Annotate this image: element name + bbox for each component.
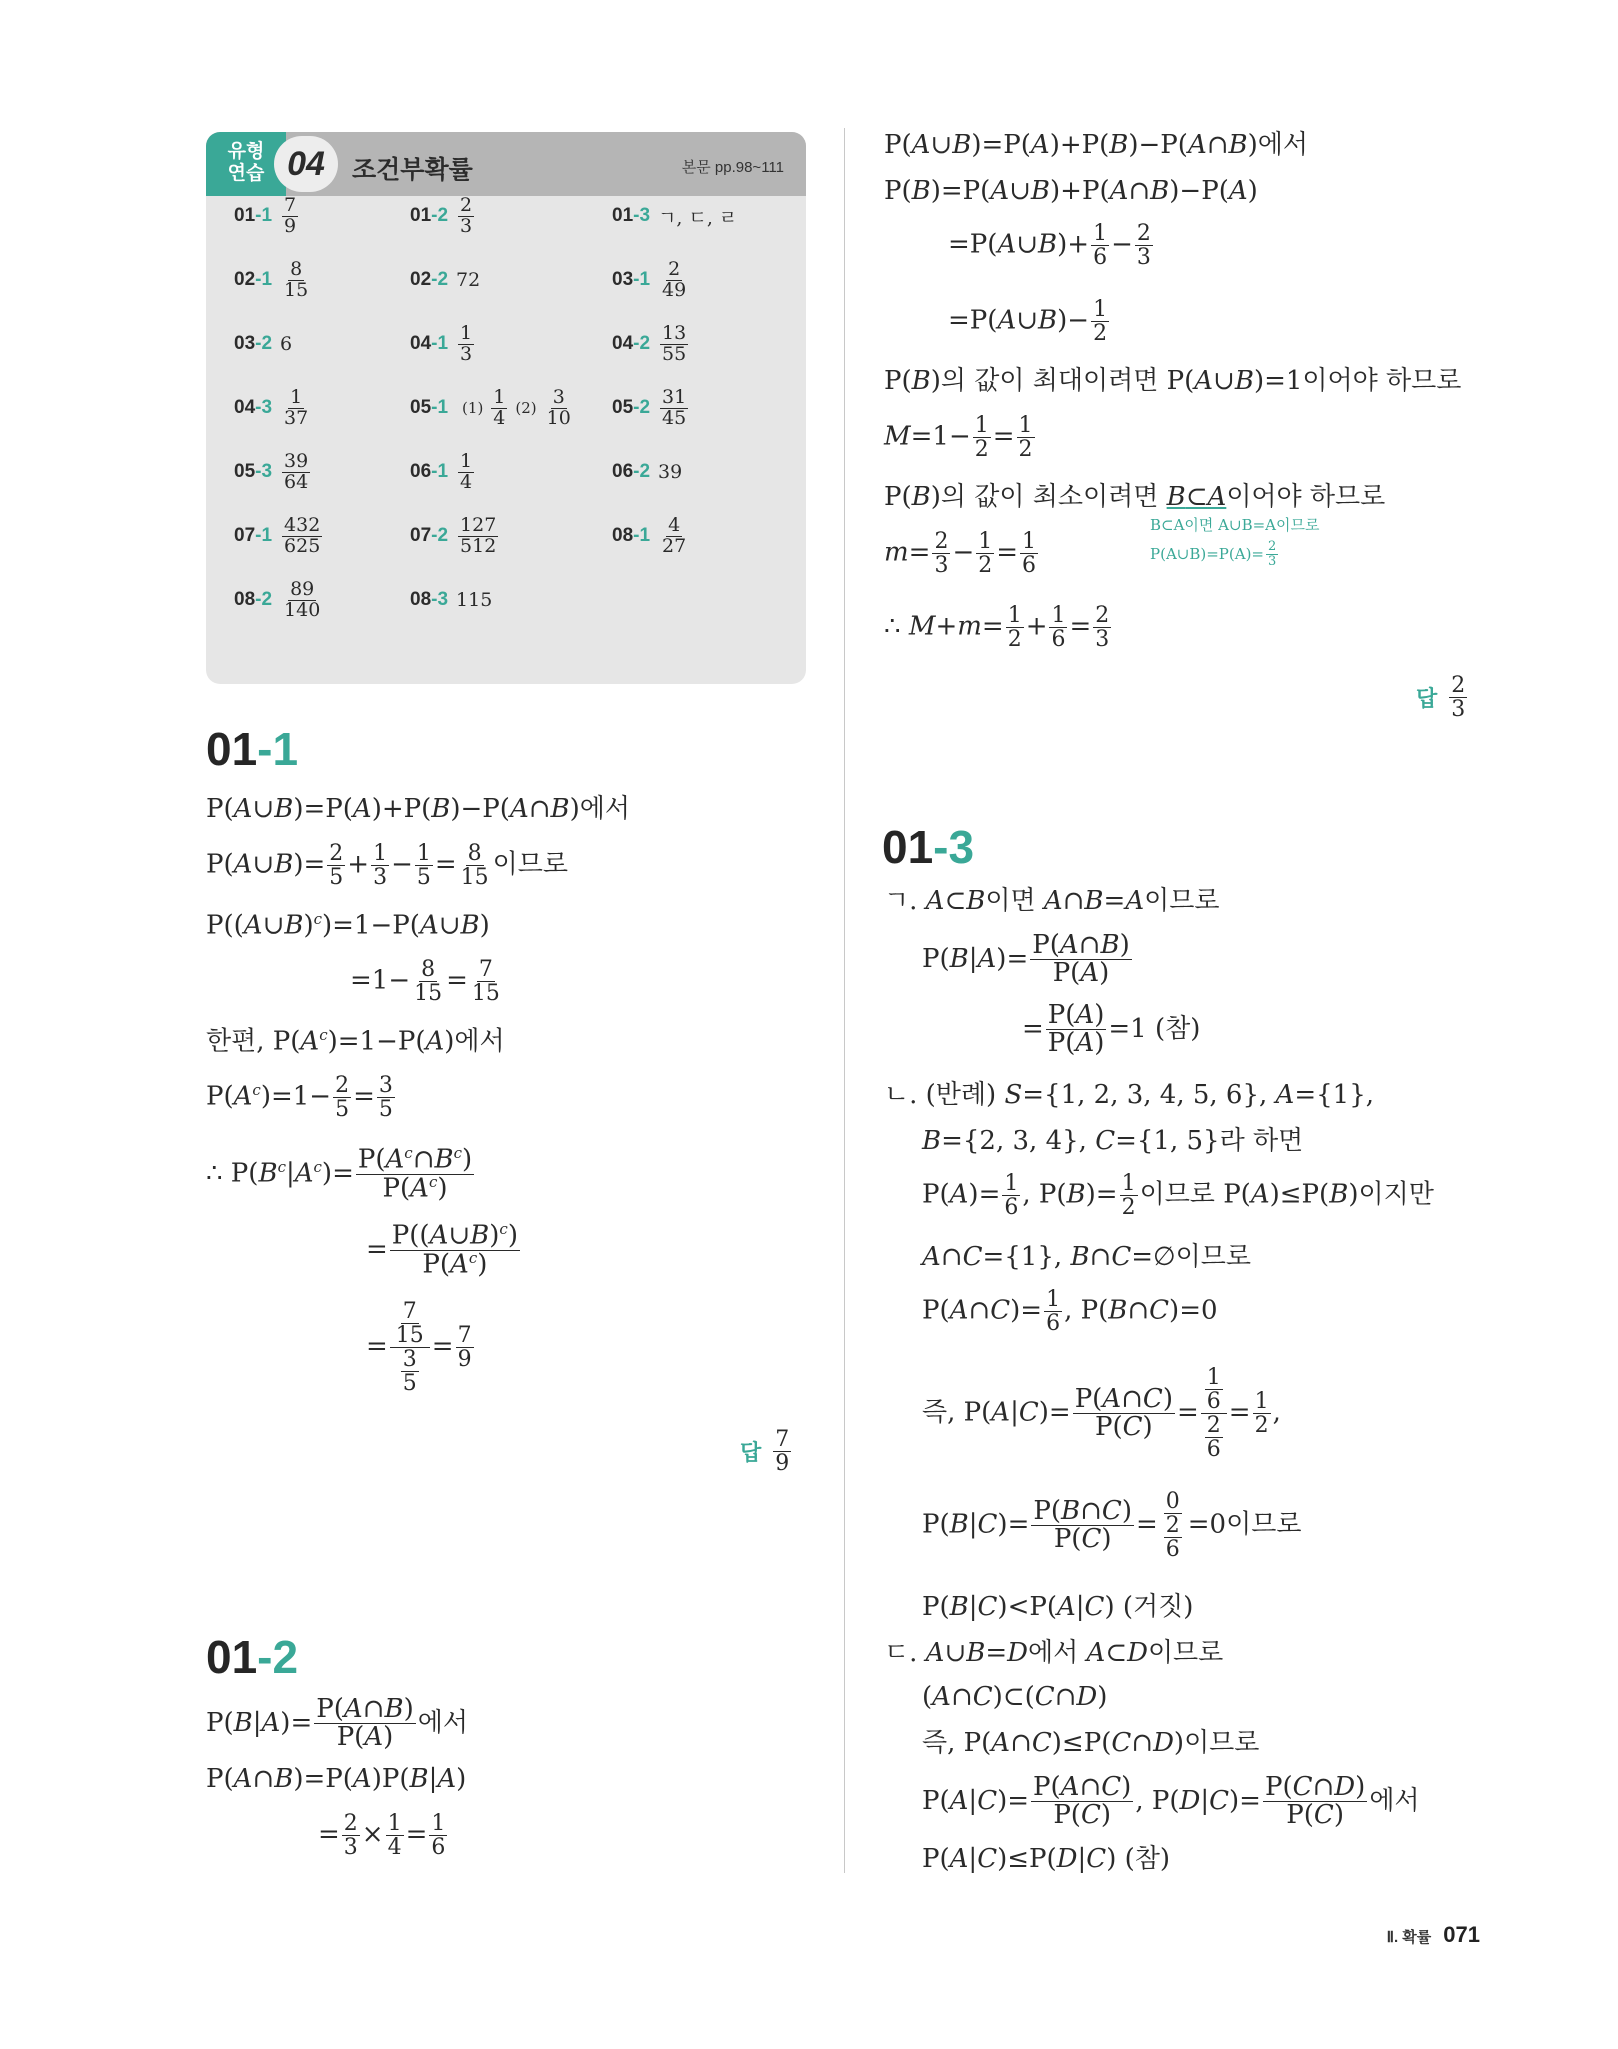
answer-value: 115 [456,589,493,611]
answer-value: 6 [280,333,293,355]
solution-line: P(A∩B)=P(A)P(B|A) [206,1764,467,1794]
fraction-value: $\frac{2}{3}$ [460,193,473,237]
solution-line: P(B|C)<P(A|C) (거짓) [922,1592,1194,1622]
answer-label: 02-2 [410,269,449,290]
fraction-value: $\frac{13}{55}$ [662,321,687,365]
solution-line: ㄷ. A∪B=D에서 A⊂D이므로 [884,1638,1224,1668]
fraction-value: $\frac{2}{49}$ [662,257,687,301]
solution-line: P(A∪B)=P(A)+P(B)−P(A∩B)에서 [884,130,1309,160]
solution-line: B={2, 3, 4}, C={1, 5}라 하면 [922,1126,1304,1156]
answer-label: 08-2 [234,589,273,610]
fraction-value: $\frac{1}{4}$ [493,385,506,429]
answer-item-01-2 [410,188,476,244]
answer-item-04-1 [410,316,476,372]
solution-line: P(B)의 값이 최대이려면 P(A∪B)=1이어야 하므로 [884,366,1462,396]
fraction-value: $\frac{89}{140}$ [284,577,321,621]
solution-line: 즉, P(A|C)= $\frac{P(A\cap C)}{P(C)}$ = $\frac{\frac{1}{6}}{\frac{2}{6}}$ = $\frac{1}{2}$ , [922,1365,1281,1463]
solution-line: P(B|C)= $\frac{P(B\cap C)}{P(C)}$ = $\frac{0}{\frac{2}{6}}$ =0이므로 [922,1489,1302,1563]
fraction-value: $\frac{4}{27}$ [662,513,687,557]
chapter-number: 04 [274,136,338,192]
answer-01-2: 답 $\frac{2}{3}$ [1416,673,1466,723]
page-reference: 본문 pp.98~111 [681,159,784,176]
answer-label: 04-1 [410,333,449,354]
solution-line: P(B)의 값이 최소이려면 B⊂A이어야 하므로 [884,482,1386,512]
answer-label: 02-1 [234,269,273,290]
answer-label: 03-2 [234,333,273,354]
solution-line: P((A∪B)$^c$)=1−P(A∪B) [206,910,490,941]
answer-label: 07-1 [234,525,273,546]
solution-line: P(A∪B)= $\frac{2}{5}$ + $\frac{1}{3}$ − $\frac{1}{5}$ = $\frac{8}{15}$ 이므로 [206,841,569,891]
solution-line: (A∩C)⊂(C∩D) [922,1682,1108,1712]
answer-item-02-1 [234,252,312,308]
solution-line: P(B)=P(A∪B)+P(A∩B)−P(A) [884,176,1258,206]
fraction-value: $\frac{31}{45}$ [662,385,687,429]
answer-item-01-1 [234,188,300,244]
solution-line: $P(A^c)=1-$ $\frac{2}{5}$ = $\frac{3}{5}$ [206,1073,393,1123]
answer-label: 06-1 [410,461,449,482]
answer-label: 05-2 [612,397,651,418]
answer-label: 06-2 [612,461,651,482]
answer-item-03-2 [234,316,292,372]
solution-line: =P(A∪B)+ $\frac{1}{6}$ − $\frac{2}{3}$ [948,221,1151,271]
solution-line: m= $\frac{2}{3}$ − $\frac{1}{2}$ = $\frac{1}{6}$ [884,529,1037,579]
answer-label: 05-3 [234,461,273,482]
solution-line: = $\frac{2}{3}$ × $\frac{1}{4}$ = $\frac{1}{6}$ [318,1811,446,1861]
solution-line: P(A∪B)=P(A)+P(B)−P(A∩B)에서 [206,794,631,824]
answer-value: ㄱ, ㄷ, ㄹ [658,206,738,229]
answer-item-02-2 [410,252,480,308]
chapter-title: 조건부확률 [352,156,473,184]
solution-line: P(B|A)= $\frac{P(A\cap B)}{P(A)}$ [922,930,1130,989]
section-heading-01-3: 01-3 [882,821,975,873]
chapter-label: Ⅱ. 확률 [1386,1929,1432,1946]
answer-item-07-1 [234,508,324,564]
answer-item-01-3 [612,188,737,244]
answer-label: 05-1 [410,397,449,418]
solution-line: A∩C={1}, B∩C=∅이므로 [922,1242,1252,1272]
section-heading-01-1: 01-1 [206,723,299,775]
solution-line: ∴ $P(B^c|A^c)=$ $\frac{P(A^c\cap B^c)}{P(A^c)}$ [206,1144,473,1204]
answer-label: 08-3 [410,589,449,610]
fraction-value: $\frac{1}{37}$ [284,385,309,429]
fraction-value: $\frac{432}{625}$ [284,513,321,557]
solution-line: ∴ M+m= $\frac{1}{2}$ + $\frac{1}{6}$ = $\frac{2}{3}$ [884,603,1110,653]
solution-line: P(A∩C)= $\frac{1}{6}$ , P(B∩C)=0 [922,1287,1218,1337]
answer-label: 07-2 [410,525,449,546]
box-header [206,132,806,196]
solution-line: 한편, $P(A^c)=1-P(A)$에서 [206,1026,505,1057]
solution-line: = $\frac{\frac{7}{15}}{\frac{3}{5}}$ = $\frac{7}{9}$ [366,1299,472,1397]
fraction-value: $\frac{8}{15}$ [284,257,309,301]
answer-01-1: 답 $\frac{7}{9}$ [740,1427,790,1477]
solution-line: P(A|C)= $\frac{P(A\cap C)}{P(C)}$ , P(D|C)= $\frac{P(C\cap D)}{P(C)}$ 에서 [922,1772,1420,1831]
answer-item-08-2 [234,572,324,628]
page-number: 071 [1443,1922,1480,1947]
answer-item-06-2 [612,444,682,500]
answer-label: 04-2 [612,333,651,354]
answer-item-05-2 [612,380,690,436]
answer-label: 04-3 [234,397,273,418]
margin-note: P(A∪B)=P(A)= $\frac{2}{3}$ [1150,539,1277,569]
answer-label: 01-1 [234,205,273,226]
solution-line: =P(A∪B)− $\frac{1}{2}$ [948,297,1108,347]
solution-line: P(A)= $\frac{1}{6}$ , P(B)= $\frac{1}{2}$ 이므로 P(A)≤P(B)이지만 [922,1171,1434,1221]
solution-line: =1− $\frac{8}{15}$ = $\frac{7}{15}$ [350,957,500,1007]
answer-item-07-2 [410,508,500,564]
answer-item-04-2 [612,316,690,372]
solution-line: M=1− $\frac{1}{2}$ = $\frac{1}{2}$ [884,413,1033,463]
solution-line: 즉, P(A∩C)≤P(C∩D)이므로 [922,1728,1260,1758]
answer-label: 01-2 [410,205,449,226]
answer-label: 08-1 [612,525,651,546]
answer-item-05-3 [234,444,312,500]
answer-item-03-1 [612,252,690,308]
column-divider [844,128,845,1873]
answer-summary-box [206,132,806,684]
type-practice-badge: 유형 연습 [206,132,286,196]
answer-item-05-1 [410,380,575,436]
solution-line: ㄴ. (반례) S={1, 2, 3, 4, 5, 6}, A={1}, [884,1080,1375,1110]
fraction-value: $\frac{7}{9}$ [284,193,297,237]
fraction-value: $\frac{127}{512}$ [460,513,497,557]
answer-item-06-1 [410,444,476,500]
answer-value: 72 [456,269,481,291]
solution-line: = $\frac{P((A\cup B)^c)}{P(A^c)}$ [366,1220,518,1280]
answer-item-08-3 [410,572,492,628]
answer-label: 03-1 [612,269,651,290]
margin-note: B⊂A이면 A∪B=A이므로 [1150,516,1320,534]
solution-line: P(B|A)= $\frac{P(A\cap B)}{P(A)}$ 에서 [206,1694,468,1753]
fraction-value: $\frac{1}{4}$ [460,449,473,493]
answer-part-label: (2) [515,399,537,417]
answer-value: 39 [658,461,683,483]
page-footer [1387,1922,1480,1948]
fraction-value: $\frac{3}{10}$ [546,385,571,429]
solution-line: P(A|C)≤P(D|C) (참) [922,1844,1171,1874]
answer-part-label: (1) [462,399,484,417]
answer-label: 01-3 [612,205,651,226]
answer-item-08-1 [612,508,690,564]
answer-item-04-3 [234,380,312,436]
solution-line: = $\frac{P(A)}{P(A)}$ =1 (참) [1022,1000,1201,1059]
solution-line: ㄱ. A⊂B이면 A∩B=A이므로 [884,886,1220,916]
section-heading-01-2: 01-2 [206,1631,299,1683]
fraction-value: $\frac{1}{3}$ [460,321,473,365]
fraction-value: $\frac{39}{64}$ [284,449,309,493]
